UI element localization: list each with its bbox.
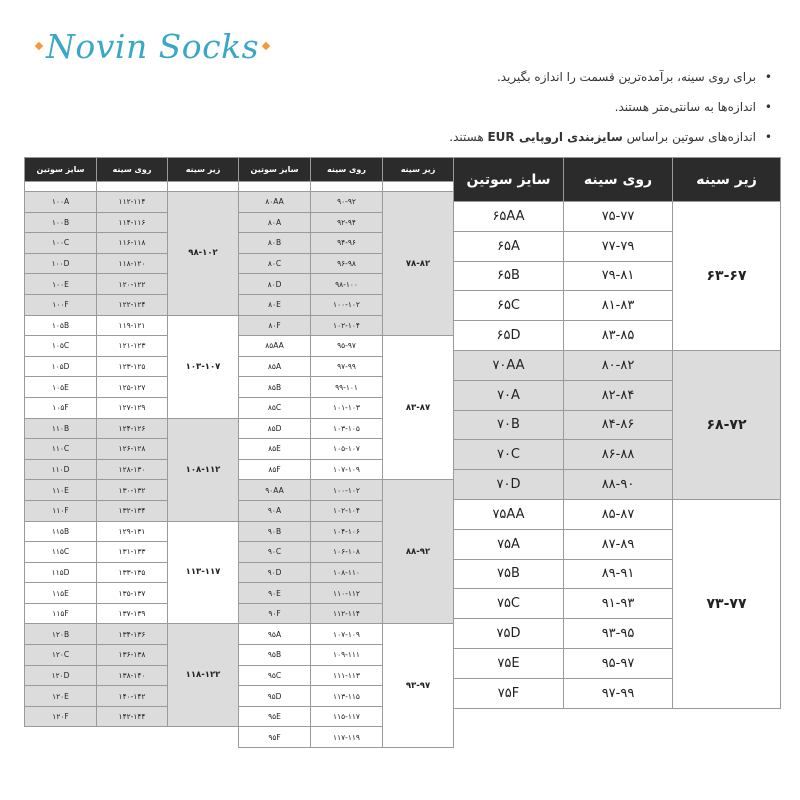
over-bust-cell: ۸۱-۸۳ bbox=[564, 291, 673, 321]
table-row bbox=[239, 336, 454, 357]
header-over-bust: روی سینه bbox=[97, 158, 168, 182]
over-bust-cell: ۱۰۶-۱۰۸ bbox=[311, 542, 383, 563]
over-bust-cell: ۸۶-۸۸ bbox=[564, 440, 673, 470]
over-bust-cell: ۹۵-۹۷ bbox=[311, 336, 383, 357]
over-bust-cell: ۱۱۴-۱۱۶ bbox=[97, 212, 168, 233]
bra-size-cell: ۸۰D bbox=[239, 274, 311, 295]
under-bust-cell: ۸۸-۹۲ bbox=[383, 480, 454, 624]
header-under-bust: زیر سینه bbox=[673, 158, 781, 202]
over-bust-cell: ۱۱۳-۱۱۵ bbox=[311, 686, 383, 707]
bra-size-cell: ۱۱۵F bbox=[25, 603, 97, 624]
over-bust-cell: ۱۲۴-۱۲۶ bbox=[97, 418, 168, 439]
bra-size-cell: ۱۰۰D bbox=[25, 253, 97, 274]
bra-size-cell: ۸۵D bbox=[239, 418, 311, 439]
table-spacer-cell bbox=[168, 182, 239, 192]
note-item bbox=[212, 92, 772, 122]
over-bust-cell: ۱۱۶-۱۱۸ bbox=[97, 233, 168, 254]
table-header-row bbox=[25, 158, 239, 182]
header-over-bust: روی سینه bbox=[564, 158, 673, 202]
bra-size-cell: ۸۵A bbox=[239, 356, 311, 377]
bra-size-cell: ۹۰AA bbox=[239, 480, 311, 501]
over-bust-cell: ۱۱۲-۱۱۴ bbox=[97, 192, 168, 213]
over-bust-cell: ۹۵-۹۷ bbox=[564, 648, 673, 678]
note-item bbox=[212, 62, 772, 92]
over-bust-cell: ۱۱۸-۱۲۰ bbox=[97, 253, 168, 274]
over-bust-cell: ۱۲۸-۱۳۰ bbox=[97, 459, 168, 480]
over-bust-cell: ۸۲-۸۴ bbox=[564, 380, 673, 410]
bra-size-cell: ۱۱۰D bbox=[25, 459, 97, 480]
under-bust-cell: ۱۱۳-۱۱۷ bbox=[168, 521, 239, 624]
over-bust-cell: ۹۳-۹۵ bbox=[564, 619, 673, 649]
table-row bbox=[239, 480, 454, 501]
over-bust-cell: ۱۲۲-۱۲۴ bbox=[97, 294, 168, 315]
under-bust-cell: ۹۸-۱۰۲ bbox=[168, 192, 239, 316]
over-bust-cell: ۸۰-۸۲ bbox=[564, 350, 673, 380]
bra-size-cell: ۷۵F bbox=[454, 678, 564, 708]
bra-size-cell: ۹۵E bbox=[239, 706, 311, 727]
bra-size-cell: ۷۰C bbox=[454, 440, 564, 470]
table-row bbox=[25, 192, 239, 213]
header-bra-size: سایز سوتین bbox=[25, 158, 97, 182]
over-bust-cell: ۱۲۳-۱۲۵ bbox=[97, 356, 168, 377]
bra-size-cell: ۹۰E bbox=[239, 583, 311, 604]
table-row bbox=[25, 418, 239, 439]
bra-size-cell: ۷۰A bbox=[454, 380, 564, 410]
bra-size-cell: ۸۵E bbox=[239, 439, 311, 460]
over-bust-cell: ۱۳۵-۱۳۷ bbox=[97, 583, 168, 604]
under-bust-cell: ۱۱۸-۱۲۲ bbox=[168, 624, 239, 727]
under-bust-cell: ۷۸-۸۲ bbox=[383, 192, 454, 336]
under-bust-cell: ۱۰۸-۱۱۲ bbox=[168, 418, 239, 521]
bra-size-cell: ۸۰A bbox=[239, 212, 311, 233]
over-bust-cell: ۱۰۹-۱۱۱ bbox=[311, 645, 383, 666]
size-table-middle-body bbox=[239, 182, 454, 748]
bra-size-cell: ۷۵AA bbox=[454, 499, 564, 529]
note-text: اندازه‌ها به سانتی‌متر هستند. bbox=[614, 100, 756, 114]
bra-size-cell: ۸۰C bbox=[239, 253, 311, 274]
note-item bbox=[212, 122, 772, 152]
table-row bbox=[454, 202, 781, 232]
table-spacer-row bbox=[25, 182, 239, 192]
bra-size-cell: ۹۰A bbox=[239, 500, 311, 521]
bra-size-cell: ۸۰F bbox=[239, 315, 311, 336]
over-bust-cell: ۱۲۰-۱۲۲ bbox=[97, 274, 168, 295]
over-bust-cell: ۱۲۵-۱۲۷ bbox=[97, 377, 168, 398]
over-bust-cell: ۹۷-۹۹ bbox=[564, 678, 673, 708]
bra-size-cell: ۹۵B bbox=[239, 645, 311, 666]
note-bold-text: سایزبندی اروپایی EUR bbox=[487, 130, 623, 144]
bra-size-cell: ۱۱۰F bbox=[25, 500, 97, 521]
bra-size-cell: ۸۰B bbox=[239, 233, 311, 254]
over-bust-cell: ۱۳۱-۱۳۳ bbox=[97, 542, 168, 563]
bra-size-cell: ۶۵B bbox=[454, 261, 564, 291]
bra-size-cell: ۶۵A bbox=[454, 231, 564, 261]
bra-size-cell: ۱۲۰E bbox=[25, 686, 97, 707]
logo-right-diamond-icon bbox=[262, 42, 270, 50]
bra-size-cell: ۱۰۰C bbox=[25, 233, 97, 254]
over-bust-cell: ۱۰۰-۱۰۲ bbox=[311, 480, 383, 501]
over-bust-cell: ۹۷-۹۹ bbox=[311, 356, 383, 377]
over-bust-cell: ۱۲۶-۱۲۸ bbox=[97, 439, 168, 460]
over-bust-cell: ۱۳۸-۱۴۰ bbox=[97, 665, 168, 686]
over-bust-cell: ۱۳۰-۱۳۲ bbox=[97, 480, 168, 501]
under-bust-cell: ۱۰۳-۱۰۷ bbox=[168, 315, 239, 418]
over-bust-cell: ۱۰۱-۱۰۳ bbox=[311, 397, 383, 418]
under-bust-cell: ۶۳-۶۷ bbox=[673, 202, 781, 351]
over-bust-cell: ۱۲۷-۱۲۹ bbox=[97, 397, 168, 418]
bra-size-cell: ۸۵C bbox=[239, 397, 311, 418]
over-bust-cell: ۱۳۲-۱۳۴ bbox=[97, 500, 168, 521]
under-bust-cell: ۷۳-۷۷ bbox=[673, 499, 781, 708]
under-bust-cell: ۶۸-۷۲ bbox=[673, 350, 781, 499]
over-bust-cell: ۱۰۵-۱۰۷ bbox=[311, 439, 383, 460]
note-text-end: هستند. bbox=[449, 130, 488, 144]
bra-size-cell: ۱۰۵F bbox=[25, 397, 97, 418]
bra-size-cell: ۸۵B bbox=[239, 377, 311, 398]
bra-size-cell: ۹۵A bbox=[239, 624, 311, 645]
bra-size-cell: ۱۱۵E bbox=[25, 583, 97, 604]
table-spacer-cell bbox=[239, 182, 311, 192]
over-bust-cell: ۱۰۲-۱۰۴ bbox=[311, 500, 383, 521]
size-table-left bbox=[24, 157, 239, 727]
bra-size-cell: ۷۰D bbox=[454, 470, 564, 500]
bra-size-cell: ۱۱۵B bbox=[25, 521, 97, 542]
bra-size-cell: ۸۵F bbox=[239, 459, 311, 480]
bra-size-cell: ۱۱۰B bbox=[25, 418, 97, 439]
over-bust-cell: ۱۱۰-۱۱۲ bbox=[311, 583, 383, 604]
size-table-left-body bbox=[25, 182, 239, 727]
bra-size-cell: ۸۵AA bbox=[239, 336, 311, 357]
logo-left-diamond-icon bbox=[35, 42, 43, 50]
bra-size-cell: ۹۰C bbox=[239, 542, 311, 563]
size-table-large-body bbox=[454, 202, 781, 709]
bra-size-cell: ۶۵AA bbox=[454, 202, 564, 232]
bra-size-cell: ۱۱۵D bbox=[25, 562, 97, 583]
bra-size-cell: ۶۵C bbox=[454, 291, 564, 321]
bra-size-cell: ۱۱۵C bbox=[25, 542, 97, 563]
over-bust-cell: ۱۰۸-۱۱۰ bbox=[311, 562, 383, 583]
table-row bbox=[25, 624, 239, 645]
over-bust-cell: ۱۰۰-۱۰۲ bbox=[311, 294, 383, 315]
over-bust-cell: ۱۰۷-۱۰۹ bbox=[311, 459, 383, 480]
bra-size-cell: ۱۰۰E bbox=[25, 274, 97, 295]
over-bust-cell: ۱۱۵-۱۱۷ bbox=[311, 706, 383, 727]
header-bra-size: سایز سوتین bbox=[239, 158, 311, 182]
over-bust-cell: ۸۹-۹۱ bbox=[564, 559, 673, 589]
bra-size-cell: ۱۰۰A bbox=[25, 192, 97, 213]
note-text: برای روی سینه، برآمده‌ترین قسمت را اندازه بگیرید. bbox=[496, 70, 756, 84]
bra-size-cell: ۷۵C bbox=[454, 589, 564, 619]
notes-list bbox=[212, 62, 772, 152]
over-bust-cell: ۱۲۱-۱۲۳ bbox=[97, 336, 168, 357]
bra-size-cell: ۷۰AA bbox=[454, 350, 564, 380]
over-bust-cell: ۱۰۴-۱۰۶ bbox=[311, 521, 383, 542]
table-spacer-cell bbox=[383, 182, 454, 192]
over-bust-cell: ۷۵-۷۷ bbox=[564, 202, 673, 232]
over-bust-cell: ۷۷-۷۹ bbox=[564, 231, 673, 261]
bra-size-cell: ۱۰۵B bbox=[25, 315, 97, 336]
bra-size-cell: ۱۲۰C bbox=[25, 645, 97, 666]
bra-size-cell: ۱۰۰B bbox=[25, 212, 97, 233]
bra-size-cell: ۹۵F bbox=[239, 727, 311, 748]
table-spacer-row bbox=[239, 182, 454, 192]
bra-size-cell: ۷۰B bbox=[454, 410, 564, 440]
bra-size-cell: ۹۵C bbox=[239, 665, 311, 686]
over-bust-cell: ۹۶-۹۸ bbox=[311, 253, 383, 274]
size-table-middle bbox=[238, 157, 454, 748]
bra-size-cell: ۷۵A bbox=[454, 529, 564, 559]
bra-size-cell: ۱۱۰C bbox=[25, 439, 97, 460]
over-bust-cell: ۸۵-۸۷ bbox=[564, 499, 673, 529]
over-bust-cell: ۱۲۹-۱۳۱ bbox=[97, 521, 168, 542]
over-bust-cell: ۹۰-۹۲ bbox=[311, 192, 383, 213]
over-bust-cell: ۱۳۶-۱۳۸ bbox=[97, 645, 168, 666]
bra-size-cell: ۷۵B bbox=[454, 559, 564, 589]
bra-size-cell: ۸۰E bbox=[239, 294, 311, 315]
bra-size-cell: ۶۵D bbox=[454, 321, 564, 351]
table-header-row bbox=[454, 158, 781, 202]
over-bust-cell: ۱۴۲-۱۴۴ bbox=[97, 706, 168, 727]
table-row bbox=[454, 499, 781, 529]
table-header-row bbox=[239, 158, 454, 182]
header-bra-size: سایز سوتین bbox=[454, 158, 564, 202]
bra-size-cell: ۷۵D bbox=[454, 619, 564, 649]
table-spacer-cell bbox=[97, 182, 168, 192]
over-bust-cell: ۱۱۱-۱۱۳ bbox=[311, 665, 383, 686]
under-bust-cell: ۸۳-۸۷ bbox=[383, 336, 454, 480]
over-bust-cell: ۹۴-۹۶ bbox=[311, 233, 383, 254]
over-bust-cell: ۱۱۲-۱۱۴ bbox=[311, 603, 383, 624]
over-bust-cell: ۱۰۳-۱۰۵ bbox=[311, 418, 383, 439]
logo-text: Novin Socks bbox=[46, 26, 260, 66]
bra-size-cell: ۷۵E bbox=[454, 648, 564, 678]
header-over-bust: روی سینه bbox=[311, 158, 383, 182]
bra-size-cell: ۱۰۰F bbox=[25, 294, 97, 315]
bra-size-cell: ۱۲۰D bbox=[25, 665, 97, 686]
over-bust-cell: ۸۴-۸۶ bbox=[564, 410, 673, 440]
over-bust-cell: ۸۳-۸۵ bbox=[564, 321, 673, 351]
table-row bbox=[239, 192, 454, 213]
bra-size-cell: ۹۰B bbox=[239, 521, 311, 542]
bra-size-cell: ۹۰F bbox=[239, 603, 311, 624]
over-bust-cell: ۹۲-۹۴ bbox=[311, 212, 383, 233]
header-under-bust: زیر سینه bbox=[383, 158, 454, 182]
over-bust-cell: ۱۱۹-۱۲۱ bbox=[97, 315, 168, 336]
bra-size-cell: ۱۲۰F bbox=[25, 706, 97, 727]
header-under-bust: زیر سینه bbox=[168, 158, 239, 182]
size-table-large bbox=[453, 157, 781, 709]
table-row bbox=[25, 521, 239, 542]
over-bust-cell: ۱۳۴-۱۳۶ bbox=[97, 624, 168, 645]
over-bust-cell: ۱۴۰-۱۴۲ bbox=[97, 686, 168, 707]
bra-size-cell: ۹۰D bbox=[239, 562, 311, 583]
bra-size-cell: ۱۲۰B bbox=[25, 624, 97, 645]
bra-size-cell: ۱۰۵E bbox=[25, 377, 97, 398]
over-bust-cell: ۸۷-۸۹ bbox=[564, 529, 673, 559]
table-row bbox=[239, 624, 454, 645]
over-bust-cell: ۱۰۲-۱۰۴ bbox=[311, 315, 383, 336]
bra-size-cell: ۱۰۵C bbox=[25, 336, 97, 357]
over-bust-cell: ۹۹-۱۰۱ bbox=[311, 377, 383, 398]
over-bust-cell: ۱۳۳-۱۳۵ bbox=[97, 562, 168, 583]
bra-size-cell: ۱۰۵D bbox=[25, 356, 97, 377]
under-bust-cell: ۹۳-۹۷ bbox=[383, 624, 454, 748]
over-bust-cell: ۷۹-۸۱ bbox=[564, 261, 673, 291]
over-bust-cell: ۱۳۷-۱۳۹ bbox=[97, 603, 168, 624]
bra-size-cell: ۸۰AA bbox=[239, 192, 311, 213]
bra-size-cell: ۹۵D bbox=[239, 686, 311, 707]
over-bust-cell: ۱۱۷-۱۱۹ bbox=[311, 727, 383, 748]
over-bust-cell: ۹۱-۹۳ bbox=[564, 589, 673, 619]
table-spacer-cell bbox=[25, 182, 97, 192]
table-row bbox=[454, 350, 781, 380]
over-bust-cell: ۹۸-۱۰۰ bbox=[311, 274, 383, 295]
over-bust-cell: ۸۸-۹۰ bbox=[564, 470, 673, 500]
table-spacer-cell bbox=[311, 182, 383, 192]
over-bust-cell: ۱۰۷-۱۰۹ bbox=[311, 624, 383, 645]
note-text: اندازه‌های سوتین براساس bbox=[622, 130, 756, 144]
table-row bbox=[25, 315, 239, 336]
bra-size-cell: ۱۱۰E bbox=[25, 480, 97, 501]
